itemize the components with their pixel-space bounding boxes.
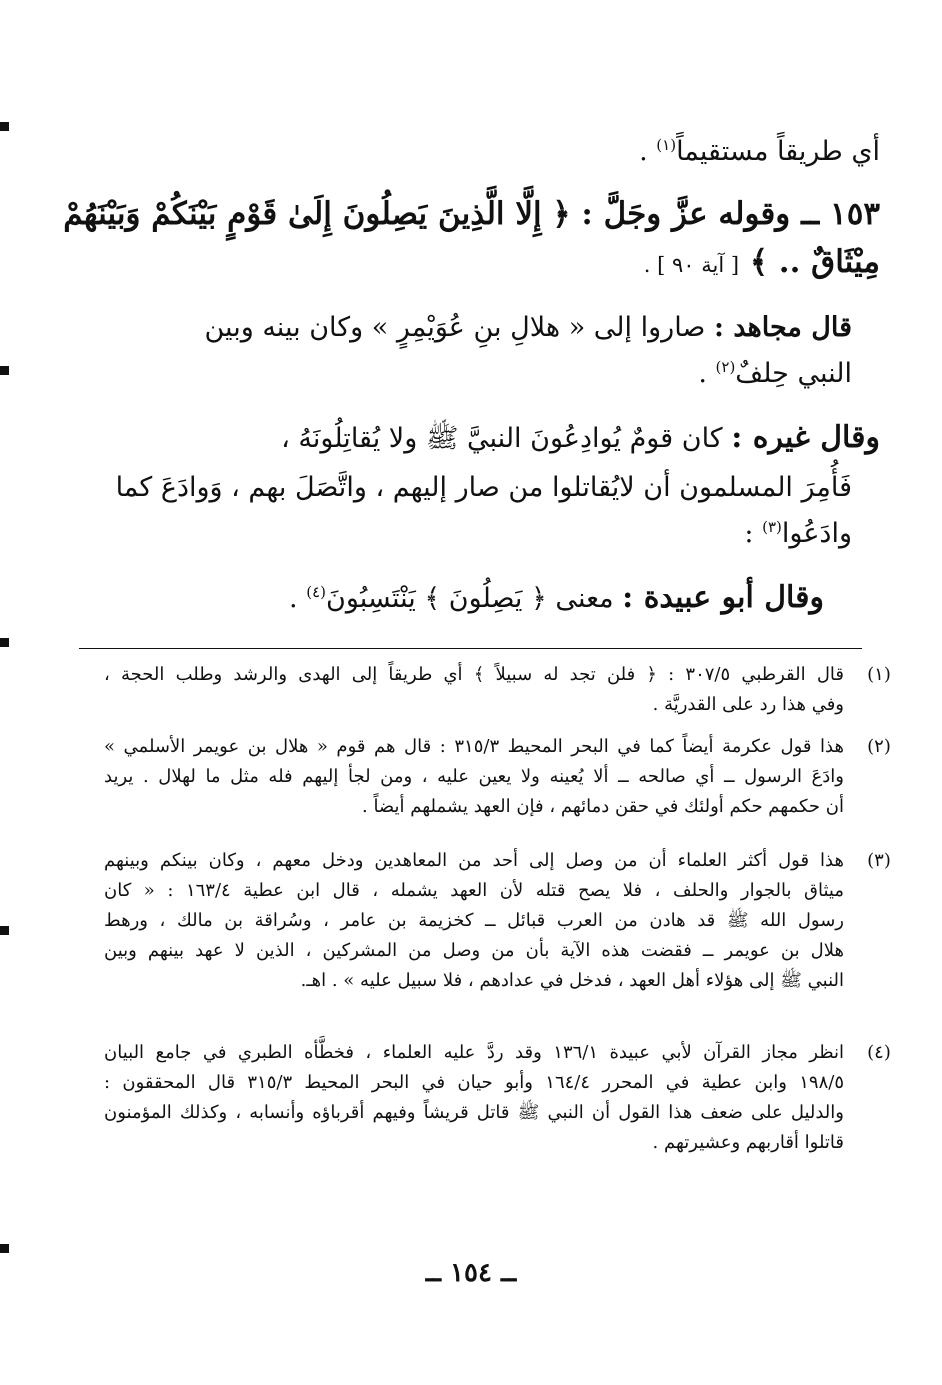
footnote-line: هلال بن عويمر ــ فقضت هذه الآية بأن من وصل من المشركين ، الذين لا عهد بينهم وبين [104, 940, 844, 961]
footnote-line: ميثاق بالجوار والحلف ، فلا يصح قتله لأن العهد يشمله ، قال ابن عطية ١٦٣/٤ : « كان [104, 880, 844, 901]
ghayruh-text: كان قومٌ يُوادِعُونَ النبيَّ ﷺ ولا يُقاتِلُونَهُ ، [281, 423, 723, 454]
ghayruh-text-3: وادَعُوا [781, 518, 852, 549]
verse-reference: [ آية ٩٠ ] . [643, 253, 740, 277]
footnote-line: النبي ﷺ إلى هؤلاء أهل العهد ، فدخل في عدادهم ، فلا سبيل عليه » . اهـ. [300, 970, 844, 991]
mujahid-line-2 [112, 354, 852, 394]
edge-mark [0, 926, 9, 935]
footnote-4 [104, 1038, 891, 1158]
text-line [112, 132, 880, 172]
footnote-line: هذا قول أكثر العلماء أن من وصل إلى أحد من المعاهدين ودخل معهم ، وكان بينكم وبينهم [104, 850, 844, 871]
line1-end: . [639, 136, 657, 167]
speaker-label: وقال أبو عبيدة : [622, 580, 824, 615]
footnote-ref: (٣) [762, 518, 782, 536]
footnote-line: هذا قول عكرمة أيضاً كما في البحر المحيط ٣١٥/٣ : قال هم قوم « هلال بن عويمر الأسلمي » [104, 736, 844, 757]
footnote-number: (٢) [867, 736, 891, 757]
footnote-ref: (٤) [306, 583, 326, 601]
ghayruh-text-2: فَأُمِرَ المسلمون أن لايُقاتلوا من صار إليهم ، واتَّصَلَ بهم ، وَوادَعَ كما [115, 472, 852, 503]
footnote-line: قال القرطبي ٣٠٧/٥ : ﴿ فلن تجد له سبيلاً ﴾ أي طريقاً إلى الهدى والرشد وطلب الحجة ، [104, 664, 844, 685]
verse-number: ١٥٣ ــ [801, 196, 880, 232]
edge-mark [0, 638, 9, 647]
edge-mark [0, 1244, 9, 1253]
mujahid-end: . [698, 358, 716, 389]
verse-text: ﴿ إِلَّا الَّذِينَ يَصِلُونَ إِلَىٰ قَوْمٍ بَيْنَكُمْ وَبَيْنَهُمْ [63, 196, 571, 232]
mujahid-line [112, 308, 852, 348]
speaker-label: وقال غيره : [731, 420, 880, 455]
footnote-line: وفي هذا رد على القدريَّة . [652, 694, 844, 715]
line1-text: أي طريقاً مستقيماً [676, 136, 880, 167]
verse-text-2: مِيْثَاقٌ .. ﴾ [749, 244, 880, 280]
speaker-label: قال مجاهد : [713, 312, 852, 343]
footnote-line: والدليل على ضعف هذا القول أن النبي ﷺ قاتل قريشاً وفيهم أقرباؤه وأنسابه ، وكذلك المؤمنون [104, 1102, 844, 1123]
mujahid-text: صاروا إلى « هلالِ بنِ عُوَيْمِرٍ » وكان بينه وبين [204, 312, 706, 343]
abu-end: . [289, 583, 307, 614]
page-number: ــ ١٥٤ ــ [425, 1258, 517, 1288]
footnote-line: قاتلوا أقاربهم وعشيرتهم . [652, 1132, 844, 1153]
line1 [639, 132, 880, 172]
footnote-line: انظر مجاز القرآن لأبي عبيدة ١٣٦/١ وقد ردَّ عليه العلماء ، فخطَّأه الطبري في جامع البيان [104, 1042, 845, 1063]
footnote-number: (١) [867, 664, 891, 685]
footnote-line: رسول الله ﷺ قد هادن من العرب قبائل ــ كخزيمة بن عامر ، وسُراقة بن مالك ، ورهط [104, 910, 844, 931]
main-text [63, 0, 880, 640]
footnote-ref: (٢) [715, 358, 736, 376]
footnote-3 [104, 846, 891, 996]
mujahid-text-2: النبي حِلفٌ [735, 358, 852, 389]
abu-text: معنى ﴿ يَصِلُونَ ﴾ يَنْتَسِبُونَ [326, 583, 614, 614]
abu-ubayda-line [112, 578, 824, 619]
footnote-line: أن حكمهم حكم أولئك في حقن دمائهم ، فإن العهد يشملهم أيضاً . [362, 796, 844, 817]
ghayruh-line-2 [112, 468, 852, 508]
footnote-separator [79, 648, 862, 649]
footnote-number: (٤) [867, 1042, 891, 1063]
edge-mark [0, 122, 9, 131]
footnote-line: ١٩٨/٥ وابن عطية في المحرر ١٦٤/٤ وأبو حيان في البحر المحيط ٣١٥/٣ قال المحققون : [104, 1072, 845, 1093]
footnote-2 [104, 732, 891, 822]
ghayruh-line-3 [112, 514, 852, 554]
ghayruh-line [112, 418, 880, 459]
footnote-1 [104, 660, 891, 720]
verse-line [63, 192, 880, 236]
verse-line-2 [112, 240, 880, 287]
footnote-ref: (١) [656, 136, 677, 154]
ghayruh-end: : [744, 518, 763, 549]
footnote-line: وادَعَ الرسول ــ أي صالحه ــ ألا يُعينه ولا يعين عليه ، ومن لجأ إليهم فله مثل ما لهلال . يريد [104, 766, 844, 787]
footnote-number: (٣) [867, 850, 891, 871]
edge-mark [0, 366, 9, 375]
verse-intro: وقوله عزَّ وجَلَّ : [581, 196, 791, 232]
